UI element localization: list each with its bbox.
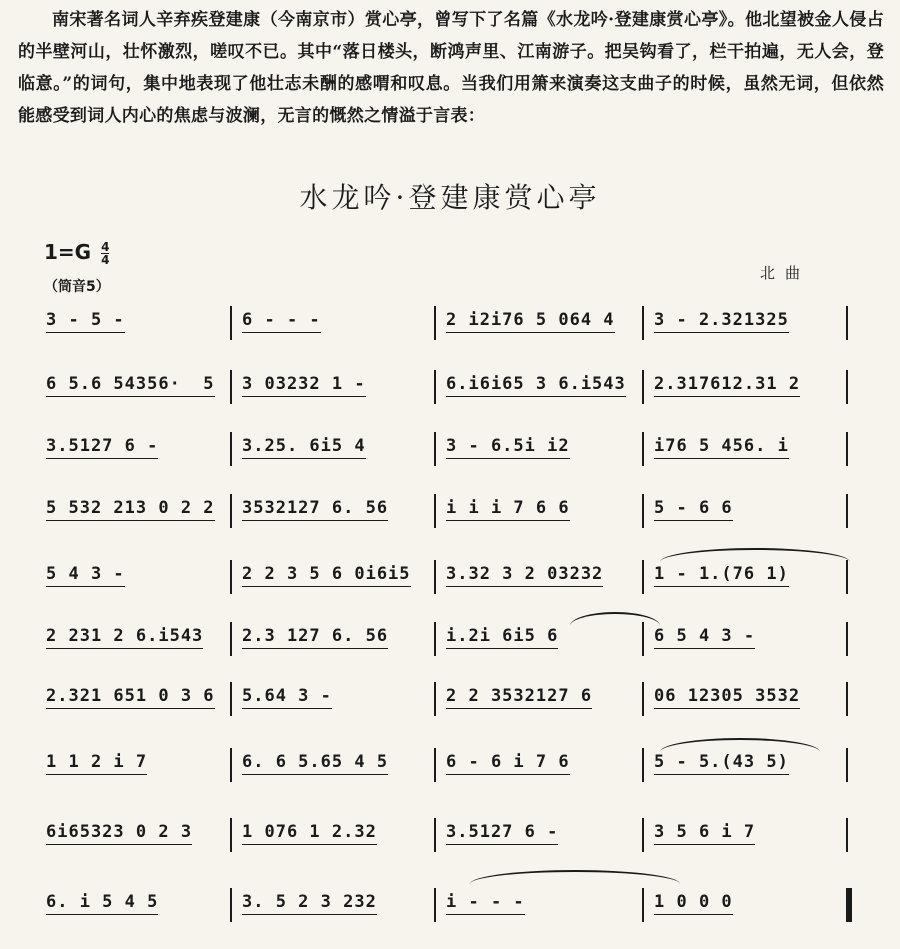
score-row — [42, 370, 854, 430]
score-row — [42, 888, 854, 948]
score-source: 北曲 — [760, 264, 811, 282]
measure: 3.5127 6 - — [446, 822, 558, 845]
measure: 3.5127 6 - — [46, 436, 158, 459]
barline — [230, 432, 232, 466]
measure: 06 12305 3532 — [654, 686, 800, 709]
measure: 3 - 6.5i i2 — [446, 436, 570, 459]
barline — [230, 682, 232, 716]
score-row — [42, 748, 854, 808]
measure: 3. 5 2 3 232 — [242, 892, 377, 915]
barline — [846, 370, 848, 404]
barline — [434, 748, 436, 782]
measure: i i i 7 6 6 — [446, 498, 570, 521]
barline — [642, 818, 644, 852]
barline — [846, 682, 848, 716]
time-denominator: 4 — [101, 253, 110, 267]
barline — [846, 748, 848, 782]
barline — [846, 622, 848, 656]
barline — [434, 432, 436, 466]
measure: 2 2 3 5 6 0i6i5 — [242, 564, 411, 587]
measure: 3.25. 6i5 4 — [242, 436, 366, 459]
measure: 2 i2i76 5 064 4 — [446, 310, 615, 333]
barline — [230, 818, 232, 852]
measure: 6. 6 5.65 4 5 — [242, 752, 388, 775]
barline — [230, 494, 232, 528]
measure: 6 - - - — [242, 310, 321, 333]
measure: 1 - 1.(76 1) — [654, 564, 789, 587]
barline — [846, 494, 848, 528]
measure: 5.64 3 - — [242, 686, 332, 709]
barline — [230, 622, 232, 656]
measure: 3532127 6. 56 — [242, 498, 388, 521]
score-row — [42, 682, 854, 742]
score-row — [42, 432, 854, 492]
barline — [846, 432, 848, 466]
measure: i.2i 6i5 6 — [446, 626, 558, 649]
score-title: 水龙吟·登建康赏心亭 — [299, 181, 601, 214]
measure: 5 - 5.(43 5) — [654, 752, 789, 775]
measure: 3 - 5 - — [46, 310, 125, 333]
measure: 5 4 3 - — [46, 564, 125, 587]
barline — [230, 306, 232, 340]
barline — [230, 370, 232, 404]
measure: 6i65323 0 2 3 — [46, 822, 192, 845]
measure: 5 - 6 6 — [654, 498, 733, 521]
barline — [434, 560, 436, 594]
score-row — [42, 818, 854, 878]
measure: 2 2 3532127 6 — [446, 686, 592, 709]
measure: 2.3 127 6. 56 — [242, 626, 388, 649]
measure: i76 5 456. i — [654, 436, 789, 459]
key-signature — [44, 240, 109, 266]
measure: 1 076 1 2.32 — [242, 822, 377, 845]
measure: 1 0 0 0 — [654, 892, 733, 915]
measure: i - - - — [446, 892, 525, 915]
barline — [434, 888, 436, 922]
fingering-note: （筒音5） — [44, 279, 110, 295]
measure: 6 5.6 54356· 5 — [46, 374, 215, 397]
barline — [846, 560, 848, 594]
time-numerator: 4 — [101, 240, 110, 254]
barline — [642, 622, 644, 656]
barline — [642, 560, 644, 594]
measure: 5 532 213 0 2 2 — [46, 498, 215, 521]
measure: 2.317612.31 2 — [654, 374, 800, 397]
measure: 6 5 4 3 - — [654, 626, 755, 649]
intro-text — [18, 4, 884, 132]
measure: 2 231 2 6.i543 — [46, 626, 203, 649]
barline — [434, 494, 436, 528]
barline — [434, 306, 436, 340]
barline — [642, 748, 644, 782]
measure: 2.321 651 0 3 6 — [46, 686, 215, 709]
barline — [642, 888, 644, 922]
barline — [434, 370, 436, 404]
measure: 3.32 3 2 03232 — [446, 564, 603, 587]
barline — [642, 306, 644, 340]
barline — [846, 888, 852, 922]
score-row — [42, 622, 854, 682]
barline — [846, 306, 848, 340]
barline — [230, 748, 232, 782]
score-row — [42, 494, 854, 554]
barline — [434, 818, 436, 852]
score-row — [42, 306, 854, 366]
barline — [434, 622, 436, 656]
score-row — [42, 560, 854, 620]
time-signature — [101, 241, 109, 266]
key-label: 1=G — [44, 240, 92, 264]
barline — [230, 888, 232, 922]
measure: 6 - 6 i 7 6 — [446, 752, 570, 775]
barline — [230, 560, 232, 594]
barline — [642, 370, 644, 404]
barline — [642, 682, 644, 716]
barline — [846, 818, 848, 852]
intro-paragraph: 南宋著名词人辛弃疾登建康（今南京市）赏心亭，曾写下了名篇《水龙吟·登建康赏心亭》。他北望被金人侵占的半壁河山，壮怀激烈，嗟叹不已。其中“落日楼头，断鸿声里、江南游子。把吴钩看了，栏干拍遍，无人会，登临意。”的词句，集中地表现了他壮志未酬的感喟和叹息。当我们用箫来演奏这支曲子的时候，虽然无词，但依然能感受到词人内心的焦虑与波澜，无言的慨然之情溢于言表： — [18, 10, 884, 126]
barline — [642, 432, 644, 466]
measure: 3 - 2.321325 — [654, 310, 789, 333]
measure: 3 5 6 i 7 — [654, 822, 755, 845]
measure: 6.i6i65 3 6.i543 — [446, 374, 626, 397]
barline — [434, 682, 436, 716]
measure: 3 03232 1 - — [242, 374, 366, 397]
measure: 6. i 5 4 5 — [46, 892, 158, 915]
barline — [642, 494, 644, 528]
measure: 1 1 2 i 7 — [46, 752, 147, 775]
